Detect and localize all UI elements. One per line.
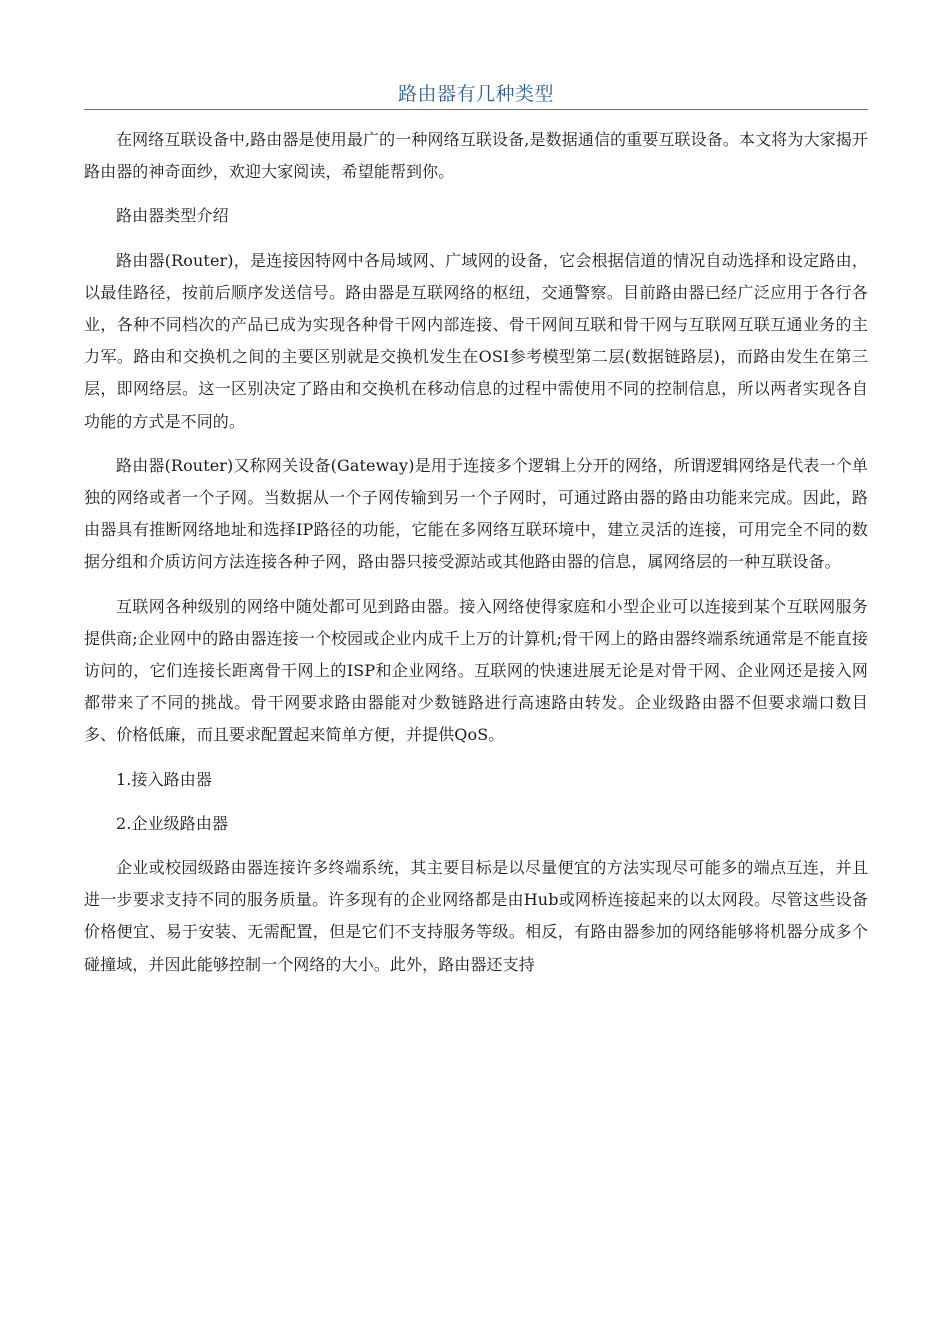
document-title: 路由器有几种类型 (397, 83, 554, 105)
document-body (84, 124, 868, 993)
paragraph-router-definition: 路由器(Router)，是连接因特网中各局域网、广域网的设备，它会根据信道的情况自动选择和设定路由，以最佳路径，按前后顺序发送信号。路由器是互联网络的枢纽，交通警察。目前路由器已经广泛应用于各行各业，各种不同档次的产品已成为实现各种骨干网内部连接、骨干网间互联和骨干网与互联网互联互通业务的主力军。路由和交换机之间的主要区别就是交换机发生在OSI参考模型第二层(数据链路层)，而路由发生在第三层，即网络层。这一区别决定了路由和交换机在移动信息的过程中需使用不同的控制信息，所以两者实现各自功能的方式是不同的。 (84, 250, 868, 431)
paragraph-internet-routers: 互联网各种级别的网络中随处都可见到路由器。接入网络使得家庭和小型企业可以连接到某个互联网服务提供商;企业网中的路由器连接一个校园或企业内成千上万的计算机;骨干网上的路由器终端系统通常是不能直接访问的，它们连接长距离骨干网上的ISP和企业网络。互联网的快速进展无论是对骨干网、企业网还是接入网都带来了不同的挑战。骨干网要求路由器能对少数链路进行高速路由转发。企业级路由器不但要求端口数目多、价格低廉，而且要求配置起来简单方便，并提供QoS。 (84, 596, 868, 745)
paragraph-intro: 在网络互联设备中,路由器是使用最广的一种网络互联设备,是数据通信的重要互联设备。本文将为大家揭开路由器的神奇面纱，欢迎大家阅读，希望能帮到你。 (84, 130, 868, 182)
paragraph-enterprise-router: 企业或校园级路由器连接许多终端系统，其主要目标是以尽量便宜的方法实现尽可能多的端点互连，并且进一步要求支持不同的服务质量。许多现有的企业网络都是由Hub或网桥连接起来的以太网段。尽管这些设备价格便宜、易于安装、无需配置，但是它们不支持服务等级。相反，有路由器参加的网络能够将机器分成多个碰撞域，并因此能够控制一个网络的大小。此外，路由器还支持 (84, 858, 868, 974)
paragraph-router-gateway: 路由器(Router)又称网关设备(Gateway)是用于连接多个逻辑上分开的网络，所谓逻辑网络是代表一个单独的网络或者一个子网。当数据从一个子网传输到另一个子网时，可通过路由器的路由功能来完成。因此，路由器具有推断网络地址和选择IP路径的功能，它能在多网络互联环境中，建立灵活的连接，可用完全不同的数据分组和介质访问方法连接各种子网，路由器只接受源站或其他路由器的信息，属网络层的一种互联设备。 (84, 455, 868, 572)
section-heading-router-types: 路由器类型介绍 (116, 206, 229, 226)
title-underline (84, 109, 868, 110)
list-item-access-router: 1.接入路由器 (116, 769, 212, 789)
list-item-enterprise-router: 2.企业级路由器 (116, 813, 229, 833)
